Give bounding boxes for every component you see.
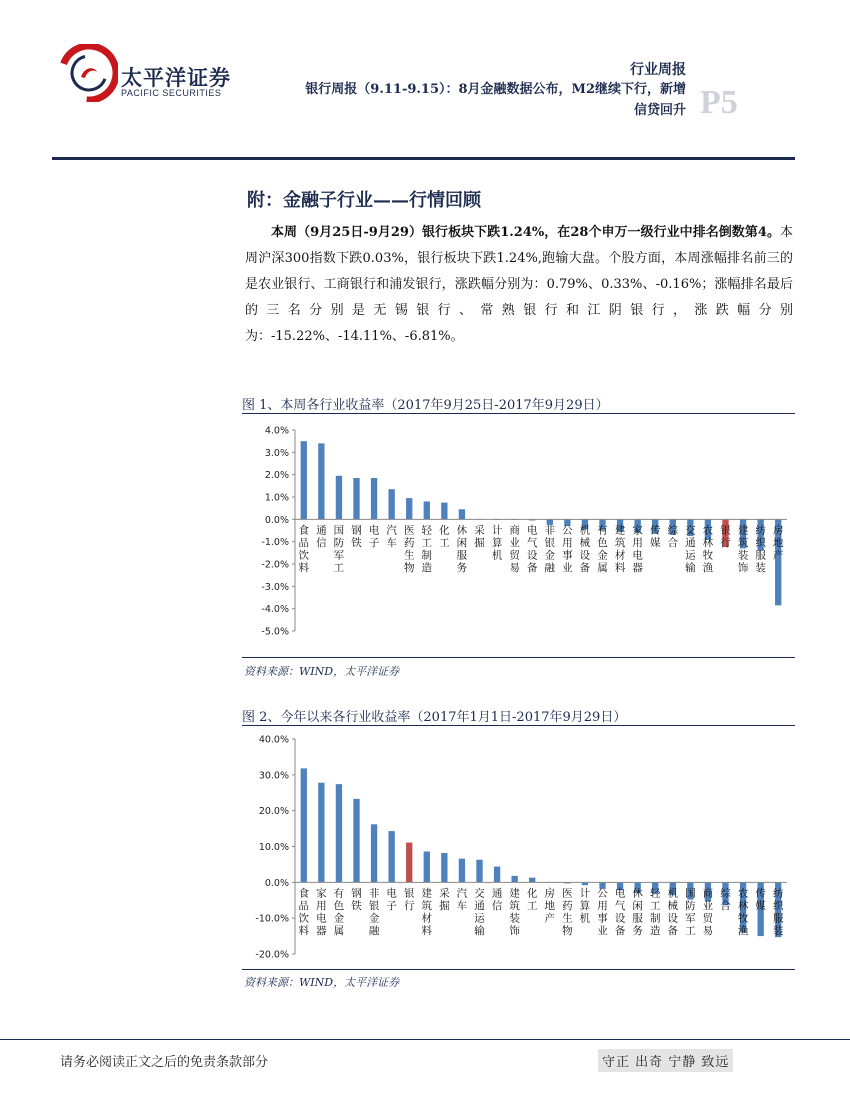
category-label: 国防军工 — [685, 887, 696, 937]
category-label: 电子 — [386, 887, 397, 912]
ytd-return-chart — [240, 730, 800, 970]
category-label: 电子 — [368, 524, 380, 549]
figure1-bottom-rule — [242, 657, 795, 658]
category-label: 食品饮料 — [298, 887, 310, 937]
summary-body: 本周沪深300指数下跌0.03%，银行板块下跌1.24%,跑输大盘。个股方面，本周涨幅排名前三的是农业银行、工商银行和浦发银行，涨跌幅分别为：0.79%、0.33%、-0.16%；涨幅排名最后的三名分别是无锡银行、常熟银行和江阴银行，涨跌幅分别为：-15.22%、-14.11%、-6.81%。 — [245, 225, 793, 344]
bar-家用电器 — [318, 783, 324, 883]
y-tick-label: 0.0% — [264, 877, 289, 889]
category-label: 休闲服务 — [456, 524, 468, 574]
y-tick-label: -20.0% — [255, 949, 289, 961]
document-title-line2: 信贷回升 — [633, 103, 686, 118]
y-tick-label: 30.0% — [258, 770, 289, 782]
y-tick-label: 3.0% — [264, 447, 289, 459]
category-label: 房地产 — [544, 887, 556, 925]
category-label: 公用事业 — [562, 524, 573, 574]
y-tick-label: 2.0% — [264, 470, 289, 482]
footer-motto: 守正 出奇 宁静 致远 — [598, 1049, 733, 1072]
bar-化工 — [529, 878, 535, 883]
header-divider — [52, 157, 795, 160]
weekly-return-chart — [240, 418, 800, 640]
brand-name-en: PACIFIC SECURITIES — [121, 88, 222, 98]
bar-医药生物 — [406, 498, 412, 519]
category-label: 综合 — [667, 524, 679, 549]
bar-食品饮料 — [301, 441, 307, 519]
figure1-title: 图 1、本周各行业收益率（2017年9月25日-2017年9月29日） — [242, 398, 609, 413]
category-label: 交通运输 — [685, 524, 696, 574]
category-label: 医药生物 — [562, 887, 573, 937]
bar-交通运输 — [476, 860, 482, 883]
category-label: 轻工制造 — [649, 887, 661, 937]
category-label: 农林牧渔 — [702, 524, 714, 574]
category-label: 汽车 — [456, 887, 468, 912]
footer-disclaimer: 请务必阅读正文之后的免责条款部分 — [60, 1055, 269, 1070]
page-number: P5 — [700, 84, 738, 121]
category-label: 机械设备 — [667, 887, 679, 937]
section-title: 附：金融子行业——行情回顾 — [247, 190, 481, 211]
bar-建筑材料 — [424, 852, 430, 883]
category-label: 钢铁 — [351, 524, 362, 549]
bar-采掘 — [441, 853, 447, 882]
y-tick-label: -10.0% — [255, 913, 289, 925]
footer-divider — [0, 1039, 850, 1040]
bar-钢铁 — [353, 478, 359, 519]
bar-休闲服务 — [459, 509, 465, 519]
y-tick-label: -2.0% — [261, 559, 289, 571]
category-label: 建筑材料 — [614, 524, 626, 574]
figure2-source: 资料来源：WIND，太平洋证券 — [244, 976, 400, 989]
category-label: 有色金属 — [597, 524, 608, 574]
category-label: 采掘 — [439, 887, 450, 912]
category-label: 有色金属 — [333, 887, 345, 937]
category-label: 通信 — [316, 524, 327, 549]
category-label: 食品饮料 — [298, 524, 310, 574]
bar-银行 — [406, 843, 412, 883]
figure2-title: 图 2、今年以来各行业收益率（2017年1月1日-2017年9月29日） — [242, 710, 627, 725]
category-label: 农林牧渔 — [737, 887, 749, 937]
category-label: 纺织服装 — [772, 887, 784, 937]
category-label: 采掘 — [474, 524, 485, 549]
category-label: 商业贸易 — [702, 887, 714, 937]
bar-汽车 — [388, 489, 394, 519]
document-type: 行业周报 — [630, 62, 686, 78]
category-label: 非银金融 — [544, 524, 556, 574]
category-label: 电气设备 — [614, 887, 626, 937]
category-label: 交通运输 — [474, 887, 485, 937]
bar-汽车 — [459, 859, 465, 883]
bar-非银金融 — [371, 824, 377, 882]
bar-食品饮料 — [301, 768, 307, 882]
category-label: 银行 — [403, 887, 415, 912]
category-label: 轻工制造 — [421, 524, 433, 574]
bar-有色金属 — [336, 784, 342, 882]
category-label: 医药生物 — [403, 524, 415, 574]
category-label: 家用电器 — [316, 887, 327, 937]
bar-轻工制造 — [424, 501, 430, 519]
category-label: 商业贸易 — [509, 524, 520, 574]
y-tick-label: 4.0% — [264, 425, 289, 437]
figure2-top-rule — [242, 725, 795, 726]
category-label: 通信 — [491, 887, 503, 912]
summary-lead: 本周（9月25日-9月29）银行板块下跌1.24%，在28个申万一级行业中排名倒数第4。 — [271, 225, 780, 240]
bar-化工 — [441, 503, 447, 520]
document-title — [276, 79, 686, 121]
figure1-top-rule — [242, 413, 795, 414]
brand-name-cn: 太平洋证券 — [121, 66, 231, 90]
y-tick-label: 0.0% — [264, 514, 289, 526]
category-label: 钢铁 — [351, 887, 362, 912]
y-tick-label: -4.0% — [261, 604, 289, 616]
category-label: 化工 — [526, 887, 538, 912]
category-label: 建筑装饰 — [737, 524, 749, 574]
y-tick-label: 1.0% — [264, 492, 289, 504]
category-label: 汽车 — [386, 524, 397, 549]
category-label: 国防军工 — [333, 524, 345, 574]
y-tick-label: 40.0% — [258, 734, 289, 746]
category-label: 家用电器 — [632, 524, 643, 574]
y-tick-label: -3.0% — [261, 581, 289, 593]
figure1-source: 资料来源：WIND，太平洋证券 — [244, 665, 400, 678]
summary-paragraph — [245, 220, 793, 350]
category-label: 建筑材料 — [421, 887, 433, 937]
category-label: 综合 — [720, 887, 731, 912]
y-tick-label: -1.0% — [261, 537, 289, 549]
category-label: 计算机 — [491, 524, 503, 562]
category-label: 公用事业 — [597, 887, 608, 937]
bar-国防军工 — [336, 476, 342, 520]
category-label: 传媒 — [755, 887, 766, 912]
category-label: 化工 — [439, 524, 450, 549]
category-label: 机械设备 — [579, 524, 591, 574]
bar-通信 — [494, 867, 500, 883]
category-label: 纺织服装 — [755, 524, 766, 574]
bar-电子 — [388, 831, 394, 882]
document-title-line1: 银行周报（9.11-9.15）：8月金融数据公布，M2继续下行，新增 — [305, 82, 686, 97]
bar-钢铁 — [353, 799, 359, 882]
category-label: 非银金融 — [368, 887, 380, 937]
figure2-bottom-rule — [242, 969, 795, 970]
y-tick-label: 10.0% — [258, 842, 289, 853]
bar-通信 — [318, 443, 324, 519]
y-tick-label: 20.0% — [258, 806, 289, 818]
bar-建筑装饰 — [511, 876, 517, 882]
bar-电子 — [371, 478, 377, 519]
category-label: 房地产 — [772, 524, 784, 562]
category-label: 建筑装饰 — [509, 887, 520, 937]
company-logo-icon — [60, 44, 118, 102]
category-label: 计算机 — [579, 887, 591, 925]
category-label: 银行 — [720, 524, 731, 549]
category-label: 传媒 — [649, 524, 661, 549]
category-label: 休闲服务 — [632, 887, 643, 937]
y-tick-label: -5.0% — [261, 626, 289, 638]
category-label: 电气设备 — [526, 524, 538, 574]
